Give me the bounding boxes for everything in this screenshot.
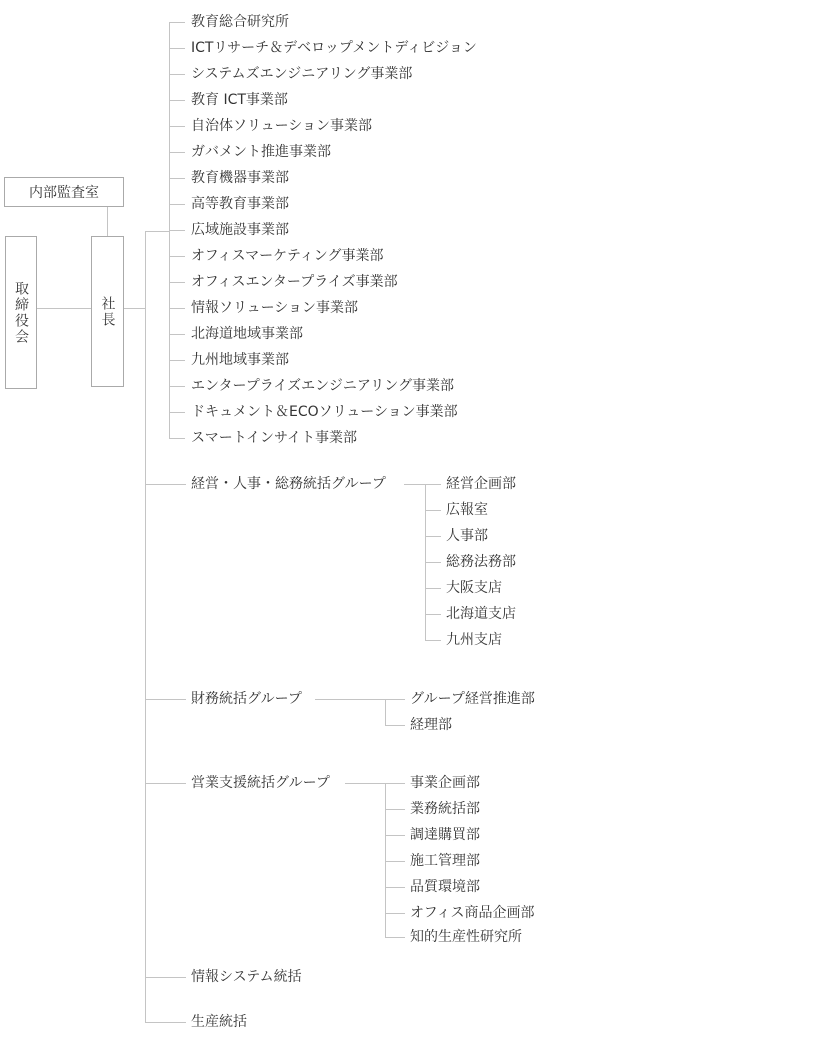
division-branch-line bbox=[169, 308, 185, 309]
board-of-directors-box: 取締役会 bbox=[5, 236, 37, 389]
child-branch-line bbox=[385, 937, 405, 938]
division-item: 情報ソリューション事業部 bbox=[191, 300, 359, 316]
division-branch-line bbox=[169, 204, 185, 205]
child-vertical-line bbox=[385, 783, 386, 938]
division-item: 自治体ソリューション事業部 bbox=[191, 118, 373, 134]
child-branch-line bbox=[385, 783, 405, 784]
group-child-item: 業務統括部 bbox=[410, 801, 480, 817]
group-child-item: 知的生産性研究所 bbox=[410, 929, 522, 945]
trunk-to-group-line bbox=[145, 977, 186, 978]
division-item: 北海道地域事業部 bbox=[191, 326, 303, 342]
division-branch-line bbox=[169, 74, 185, 75]
president-box: 社長 bbox=[91, 236, 124, 387]
group-child-item: 品質環境部 bbox=[410, 879, 480, 895]
child-vertical-line bbox=[385, 699, 386, 726]
group-child-item: 人事部 bbox=[446, 528, 488, 544]
division-item: オフィスエンタープライズ事業部 bbox=[191, 274, 398, 290]
group-child-item: 総務法務部 bbox=[446, 554, 516, 570]
group-child-item: 大阪支店 bbox=[446, 580, 502, 596]
child-branch-line bbox=[425, 614, 441, 615]
group-child-item: オフィス商品企画部 bbox=[410, 905, 535, 921]
division-branch-line bbox=[169, 438, 185, 439]
child-branch-line bbox=[425, 562, 441, 563]
child-branch-line bbox=[385, 809, 405, 810]
child-branch-line bbox=[425, 510, 441, 511]
group-child-item: 調達購買部 bbox=[410, 827, 480, 843]
child-branch-line bbox=[425, 536, 441, 537]
trunk-to-group-line bbox=[145, 783, 186, 784]
division-item: オフィスマーケティング事業部 bbox=[191, 248, 384, 264]
division-branch-line bbox=[169, 282, 185, 283]
trunk-to-divisions-line bbox=[145, 231, 170, 232]
group-label: 経営・人事・総務統括グループ bbox=[191, 476, 386, 492]
board-to-president-line bbox=[37, 308, 91, 309]
group-to-children-line bbox=[315, 699, 386, 700]
division-item: システムズエンジニアリング事業部 bbox=[191, 66, 413, 82]
group-child-item: 九州支店 bbox=[446, 632, 502, 648]
division-item: 教育 ICT事業部 bbox=[191, 92, 288, 108]
child-branch-line bbox=[425, 588, 441, 589]
division-branch-line bbox=[169, 100, 185, 101]
child-branch-line bbox=[385, 913, 405, 914]
division-item: 九州地域事業部 bbox=[191, 352, 289, 368]
child-branch-line bbox=[385, 699, 405, 700]
division-branch-line bbox=[169, 412, 185, 413]
division-branch-line bbox=[169, 334, 185, 335]
group-child-item: 経営企画部 bbox=[446, 476, 516, 492]
division-item: ICTリサーチ＆デベロップメントディビジョン bbox=[191, 40, 477, 56]
division-item: 教育総合研究所 bbox=[191, 14, 289, 30]
group-label: 生産統括 bbox=[191, 1014, 247, 1030]
child-branch-line bbox=[385, 861, 405, 862]
division-item: ガバメント推進事業部 bbox=[191, 144, 331, 160]
division-branch-line bbox=[169, 256, 185, 257]
audit-office-box: 内部監査室 bbox=[4, 177, 124, 207]
child-vertical-line bbox=[425, 484, 426, 641]
group-label: 営業支援統括グループ bbox=[191, 775, 330, 791]
division-item: 広域施設事業部 bbox=[191, 222, 289, 238]
group-child-item: 事業企画部 bbox=[410, 775, 480, 791]
trunk-to-group-line bbox=[145, 699, 186, 700]
child-branch-line bbox=[425, 484, 441, 485]
division-item: 教育機器事業部 bbox=[191, 170, 289, 186]
division-branch-line bbox=[169, 48, 185, 49]
division-branch-line bbox=[169, 178, 185, 179]
child-branch-line bbox=[385, 887, 405, 888]
division-branch-line bbox=[169, 22, 185, 23]
group-child-item: グループ経営推進部 bbox=[410, 691, 535, 707]
group-to-children-line bbox=[404, 484, 426, 485]
child-branch-line bbox=[425, 640, 441, 641]
division-branch-line bbox=[169, 126, 185, 127]
group-child-item: 広報室 bbox=[446, 502, 488, 518]
division-branch-line bbox=[169, 360, 185, 361]
child-branch-line bbox=[385, 725, 405, 726]
group-label: 情報システム統括 bbox=[191, 969, 302, 985]
trunk-to-group-line bbox=[145, 1022, 186, 1023]
main-trunk-line bbox=[145, 231, 146, 1022]
group-child-item: 経理部 bbox=[410, 717, 452, 733]
group-to-children-line bbox=[345, 783, 386, 784]
division-item: 高等教育事業部 bbox=[191, 196, 289, 212]
group-child-item: 北海道支店 bbox=[446, 606, 516, 622]
division-item: スマートインサイト事業部 bbox=[191, 430, 358, 446]
division-item: ドキュメント＆ECOソリューション事業部 bbox=[191, 404, 458, 420]
president-trunk-link bbox=[124, 308, 146, 309]
trunk-to-group-line bbox=[145, 484, 186, 485]
group-child-item: 施工管理部 bbox=[410, 853, 480, 869]
audit-to-president-line bbox=[107, 207, 108, 236]
group-label: 財務統括グループ bbox=[191, 691, 302, 707]
child-branch-line bbox=[385, 835, 405, 836]
division-branch-line bbox=[169, 386, 185, 387]
division-item: エンタープライズエンジニアリング事業部 bbox=[191, 378, 454, 394]
division-branch-line bbox=[169, 230, 185, 231]
division-branch-line bbox=[169, 152, 185, 153]
